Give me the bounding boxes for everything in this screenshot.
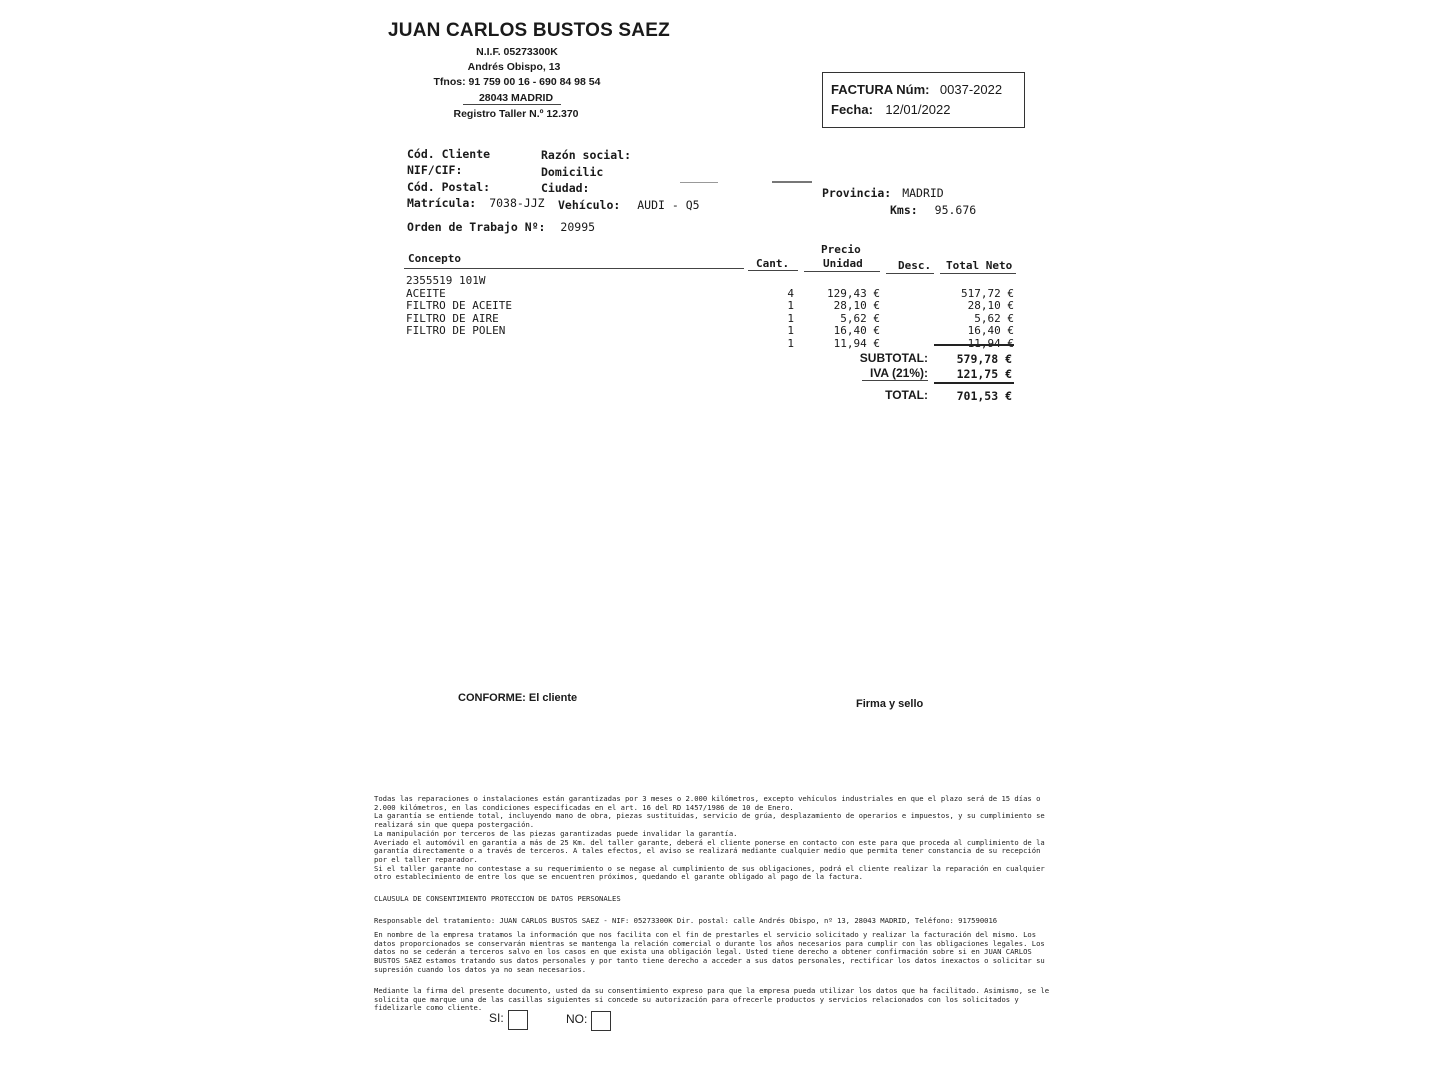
- col-qty-header: Cant.: [756, 257, 790, 270]
- warranty-line: 2.000 kilómetros, en las condiciones especificadas en el art. 16 del RD 1457/1986 de 10 de Enero.: [374, 802, 794, 812]
- work-order-value: 20995: [560, 220, 596, 234]
- col-price-header-2: Unidad: [823, 257, 863, 270]
- client-plate-value: 7038-JJZ: [489, 196, 545, 210]
- total-value: 701,53 €: [956, 389, 1012, 403]
- line-item-concept: FILTRO DE ACEITE: [406, 299, 512, 313]
- iva-label-rule: [862, 380, 928, 381]
- client-signature-label: CONFORME: El cliente: [458, 692, 578, 704]
- line-item-unit-price: 16,40 €: [833, 324, 880, 338]
- col-net-header: Total Neto: [946, 259, 1013, 272]
- province-row: [822, 186, 944, 200]
- privacy-responsible: Responsable del tratamiento: JUAN CARLOS BUSTOS SAEZ - NIF: 05273300K Dir. postal: calle Andrés Obispo, nº 13, 28043 MADRID, Teléfono: 917590016: [374, 916, 998, 925]
- vehicle-row: [558, 198, 700, 212]
- client-code-label: Cód. Cliente: [407, 147, 491, 161]
- privacy-line: datos proporcionados se conservarán mientras se mantenga la relación comercial o durante los años necesarios para cumplir con las obligaciones legales. Los: [374, 938, 1045, 948]
- iva-label: IVA (21%):: [869, 366, 928, 380]
- invoice-date-row: [831, 101, 950, 119]
- warranty-line: La garantía se entiende total, incluyendo mano de obra, piezas sustituidas, servicio de grúa, desplazamiento de operarios e impuestos, y su cumplimiento se: [374, 811, 1045, 821]
- vehicle-value: AUDI - Q5: [637, 198, 700, 212]
- privacy-line: BUSTOS SAEZ estamos tratando sus datos personales y por tanto tiene derecho a acceder a sus datos personales, rectificar los datos inexactos o solicitar su: [374, 956, 1045, 966]
- line-item-concept: ACEITE: [406, 286, 446, 300]
- consent-line: Mediante la firma del presente documento, usted da su consentimiento expreso para que la empresa pueda utilizar los datos que ha facilitado. Asimismo, se le: [374, 986, 1050, 995]
- consent-line: fidelizarle como cliente.: [374, 1003, 483, 1013]
- privacy-text: [374, 931, 1045, 975]
- stamp-signature-label: Firma y sello: [856, 698, 924, 710]
- work-order-row: [407, 220, 595, 234]
- kms-label: Kms:: [890, 203, 918, 217]
- header-rule-discount: [886, 273, 934, 274]
- header-rule-price: [804, 271, 880, 272]
- invoice-number-value: 0037-2022: [939, 82, 1003, 97]
- line-item-unit-price: 5,62 €: [840, 311, 880, 325]
- col-price-header-1: Precio: [821, 243, 861, 256]
- warranty-lines: [374, 795, 1045, 882]
- line-item-qty: 4: [787, 286, 794, 300]
- header-rule-concept: [404, 268, 744, 269]
- invoice-box: [822, 72, 1025, 128]
- client-nif-label: NIF/CIF:: [407, 163, 463, 177]
- line-item-qty: 1: [787, 299, 794, 313]
- header-rule-net: [940, 273, 1016, 274]
- privacy-line: supresión cuando los datos ya no sean necesarios.: [374, 964, 587, 974]
- company-postal: [396, 92, 636, 104]
- company-registry: Registro Taller N.º 12.370: [453, 108, 579, 120]
- company-nif: N.I.F. 05273300K: [476, 46, 558, 58]
- company-name: JUAN CARLOS BUSTOS SAEZ: [388, 20, 670, 41]
- company-phones: Tfnos: 91 759 00 16 - 690 84 98 54: [433, 76, 601, 88]
- warranty-text: [374, 795, 1045, 882]
- iva-value: 121,75 €: [956, 367, 1012, 381]
- line-item-net: 5,62 €: [974, 311, 1014, 325]
- invoice-date-label: Fecha:: [831, 102, 873, 117]
- consent-yes-checkbox[interactable]: [508, 1010, 528, 1030]
- line-item-net: 517,72 €: [961, 286, 1014, 300]
- consent-lines: [374, 987, 1049, 1013]
- company-address: Andrés Obispo, 13: [467, 61, 561, 73]
- warranty-line: garantía directamente o a través de terceros. A tales efectos, el aviso se realizará mediante cualquier medio que permita tener constancia de su recepción: [374, 846, 1041, 856]
- kms-value: 95.676: [934, 203, 977, 217]
- line-item-net: 16,40 €: [967, 324, 1014, 338]
- consent-yes-label: SI:: [489, 1011, 504, 1025]
- line-item-concept: FILTRO DE AIRE: [406, 311, 499, 325]
- col-concept-header: Concepto: [408, 252, 461, 265]
- warranty-line: Todas las reparaciones o instalaciones están garantizadas por 3 meses o 2.000 kilómetros, excepto vehículos industriales en que el plazo será de 15 días o: [374, 794, 1041, 803]
- line-item-concept: 2355519 101W: [406, 274, 486, 287]
- line-item-qty: 1: [787, 337, 794, 350]
- warranty-line: Si el taller garante no contestase a su requerimiento o se negase al cumplimiento de sus obligaciones, podrá el cliente realizar la reparación en cualquier: [374, 863, 1045, 873]
- vehicle-label: Vehículo:: [558, 198, 621, 212]
- line-item-unit-price: 28,10 €: [833, 299, 880, 313]
- warranty-line: por el taller reparador.: [374, 854, 478, 864]
- privacy-lines: [374, 931, 1045, 975]
- consent-no-label: NO:: [566, 1012, 588, 1026]
- redaction-mark: [680, 182, 718, 183]
- col-discount-header: Desc.: [898, 259, 932, 272]
- invoice-number-label: FACTURA Núm:: [831, 82, 930, 97]
- client-city-label: Ciudad:: [541, 181, 590, 195]
- warranty-line: La manipulación por terceros de las piezas garantizadas puede invalidar la garantía.: [374, 828, 738, 838]
- total-label: TOTAL:: [885, 388, 928, 402]
- consent-no-checkbox[interactable]: [591, 1011, 611, 1031]
- redaction-mark: [772, 181, 812, 183]
- warranty-line: otro establecimiento de entre los que se encuentren próximos, quedando el garante obligado al pago de la factura.: [374, 872, 863, 882]
- invoice-date-value: 12/01/2022: [885, 102, 951, 117]
- client-postal-label: Cód. Postal:: [407, 180, 491, 194]
- province-value: MADRID: [902, 186, 944, 200]
- work-order-label: Orden de Trabajo Nº:: [407, 220, 546, 234]
- line-item-unit-price: 129,43 €: [827, 286, 880, 300]
- line-item-concept: FILTRO DE POLEN: [406, 324, 506, 338]
- subtotal-label: SUBTOTAL:: [859, 351, 928, 365]
- warranty-line: Averiado el automóvil en garantía a más de 25 Km. del taller garante, deberá el cliente ponerse en contacto con este para que proceda al cumplimiento de la: [374, 837, 1045, 847]
- client-plate-label: Matrícula:: [407, 196, 477, 210]
- client-plate-row: [407, 196, 545, 210]
- line-item-qty: 1: [787, 311, 794, 325]
- postal-underline: [463, 104, 561, 105]
- province-label: Provincia:: [822, 186, 892, 200]
- subtotal-value: 579,78 €: [956, 352, 1012, 366]
- line-item-unit-price: 11,94 €: [833, 337, 880, 350]
- kms-row: [890, 203, 976, 217]
- items-end-rule: [934, 344, 1014, 346]
- privacy-line: datos no se cederán a terceros salvo en los casos en que exista una obligación legal. Usted tiene derecho a obtener confirmación sobre si en JUAN CARLOS: [374, 947, 1032, 957]
- privacy-clause-title: CLAUSULA DE CONSENTIMIENTO PROTECCION DE DATOS PERSONALES: [374, 894, 621, 903]
- consent-line: solicita que marque una de las casillas siguientes si concede su autorización para ofrecerle productos y servicios relacionados con los solicitados y: [374, 994, 1019, 1004]
- line-item-net: 11,94 €: [967, 337, 1014, 350]
- business-name-label: Razón social:: [541, 148, 632, 162]
- consent-text: [374, 987, 1049, 1013]
- client-address-label: Domicilic: [541, 165, 604, 179]
- invoice-number-row: [831, 81, 1002, 99]
- iva-value-rule: [934, 382, 1014, 384]
- company-postal-text: 28043 MADRID: [475, 92, 557, 105]
- line-item-net: 28,10 €: [967, 299, 1014, 313]
- privacy-line: En nombre de la empresa tratamos la información que nos facilita con el fin de prestarles el servicio solicitado y realizar la facturación del mismo. Los: [374, 930, 1037, 939]
- line-item-qty: 1: [787, 324, 794, 338]
- header-rule-qty: [748, 270, 798, 271]
- warranty-line: realizará sin que quepa postergación.: [374, 820, 535, 830]
